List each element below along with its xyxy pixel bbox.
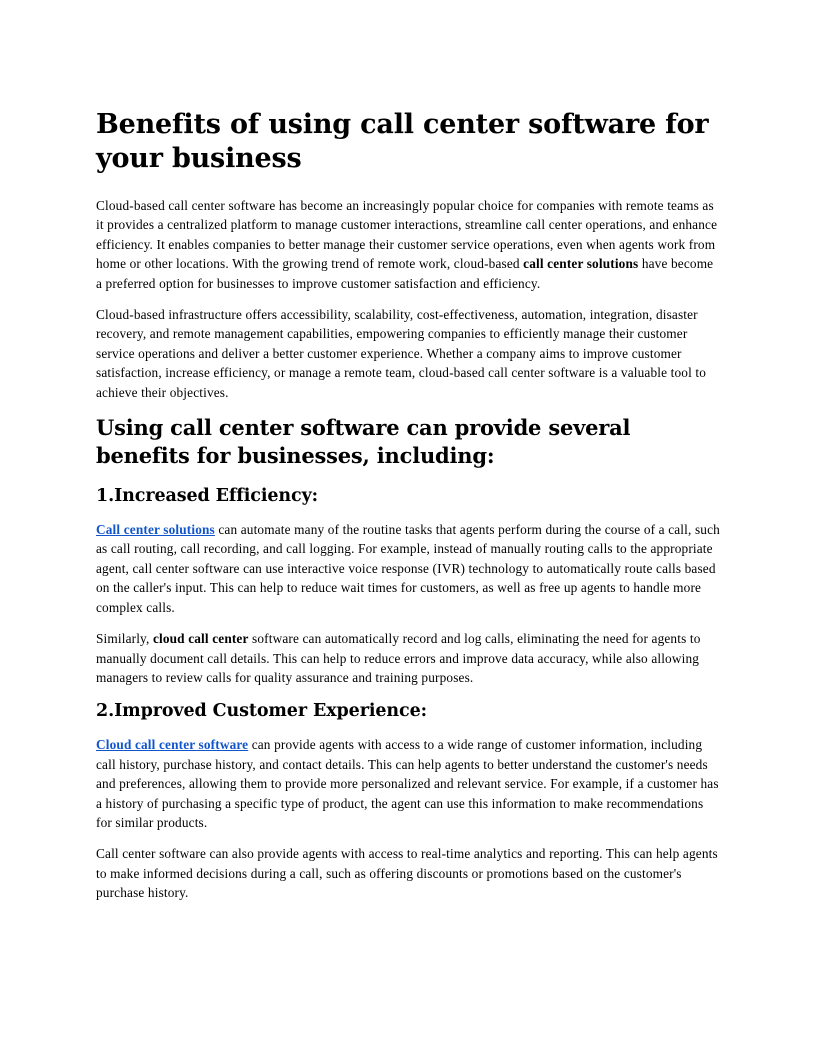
intro-paragraph-2: Cloud-based infrastructure offers accessibility, scalability, cost-effectiveness, automation, integration, disaster recovery, and remote management capabilities, empowering companies to efficiently manage their customer service operations and deliver a better customer experience. Whether a company aims to improve customer satisfaction, increase efficiency, or manage a remote team, cloud-based call center software is a valuable tool to achieve their objectives. (96, 307, 707, 400)
experience-paragraph-2: Call center software can also provide agents with access to real-time analytics and reporting. This can help agents to make informed decisions during a call, such as offering discounts or promotions based on the customer's purchase history. (96, 846, 718, 901)
intro-p1-text-after: have become a preferred option for businesses to improve customer satisfaction and efficiency. (96, 256, 714, 291)
efficiency-p1-text: can automate many of the routine tasks that agents perform during the course of a call, such as call routing, call recording, and call logging. For example, instead of manually routing calls to the appropriate agent, call center software can use interactive voice response (IVR) technology to automatically route calls based on the caller's input. This can help to reduce wait times for customers, as well as free up agents to handle more complex calls. (96, 522, 720, 615)
intro-paragraph-1 (96, 196, 720, 293)
page-title: Benefits of using call center software for your business (96, 109, 709, 174)
intro-p1-bold-term: call center solutions (523, 256, 639, 272)
cloud-call-center-software-link[interactable]: Cloud call center software (96, 737, 249, 753)
efficiency-paragraph-2 (96, 629, 720, 687)
efficiency-paragraph-1 (96, 520, 720, 617)
experience-paragraph-1 (96, 735, 720, 832)
efficiency-p2-text-after: software can automatically record and log calls, eliminating the need for agents to manually document call details. This can help to reduce errors and improve data accuracy, while also allowing managers to review calls for quality assurance and training purposes. (96, 631, 701, 685)
experience-p1-text: can provide agents with access to a wide range of customer information, including call history, purchase history, and contact details. This can help agents to better understand the customer's needs and preferences, allowing them to provide more personalized and relevant service. For example, if a customer has a history of purchasing a specific type of product, the agent can use this information to make recommendations for similar products. (96, 737, 719, 830)
section-heading-increased-efficiency: 1.Increased Efficiency: (96, 486, 319, 507)
benefits-heading: Using call center software can provide several benefits for businesses, including: (96, 415, 631, 469)
intro-p1-text-before: Cloud-based call center software has become an increasingly popular choice for companies with remote teams as it provides a centralized platform to manage customer interactions, streamline call center operations, and enhance efficiency. It enables companies to better manage their customer service operations, even when agents work from home or other locations. With the growing trend of remote work, cloud-based (96, 198, 718, 272)
section-heading-customer-experience: 2.Improved Customer Experience: (96, 701, 427, 722)
call-center-solutions-link[interactable]: Call center solutions (96, 522, 215, 538)
efficiency-p2-bold-term: cloud call center (152, 631, 249, 647)
efficiency-p2-text-before: Similarly, (96, 631, 153, 647)
